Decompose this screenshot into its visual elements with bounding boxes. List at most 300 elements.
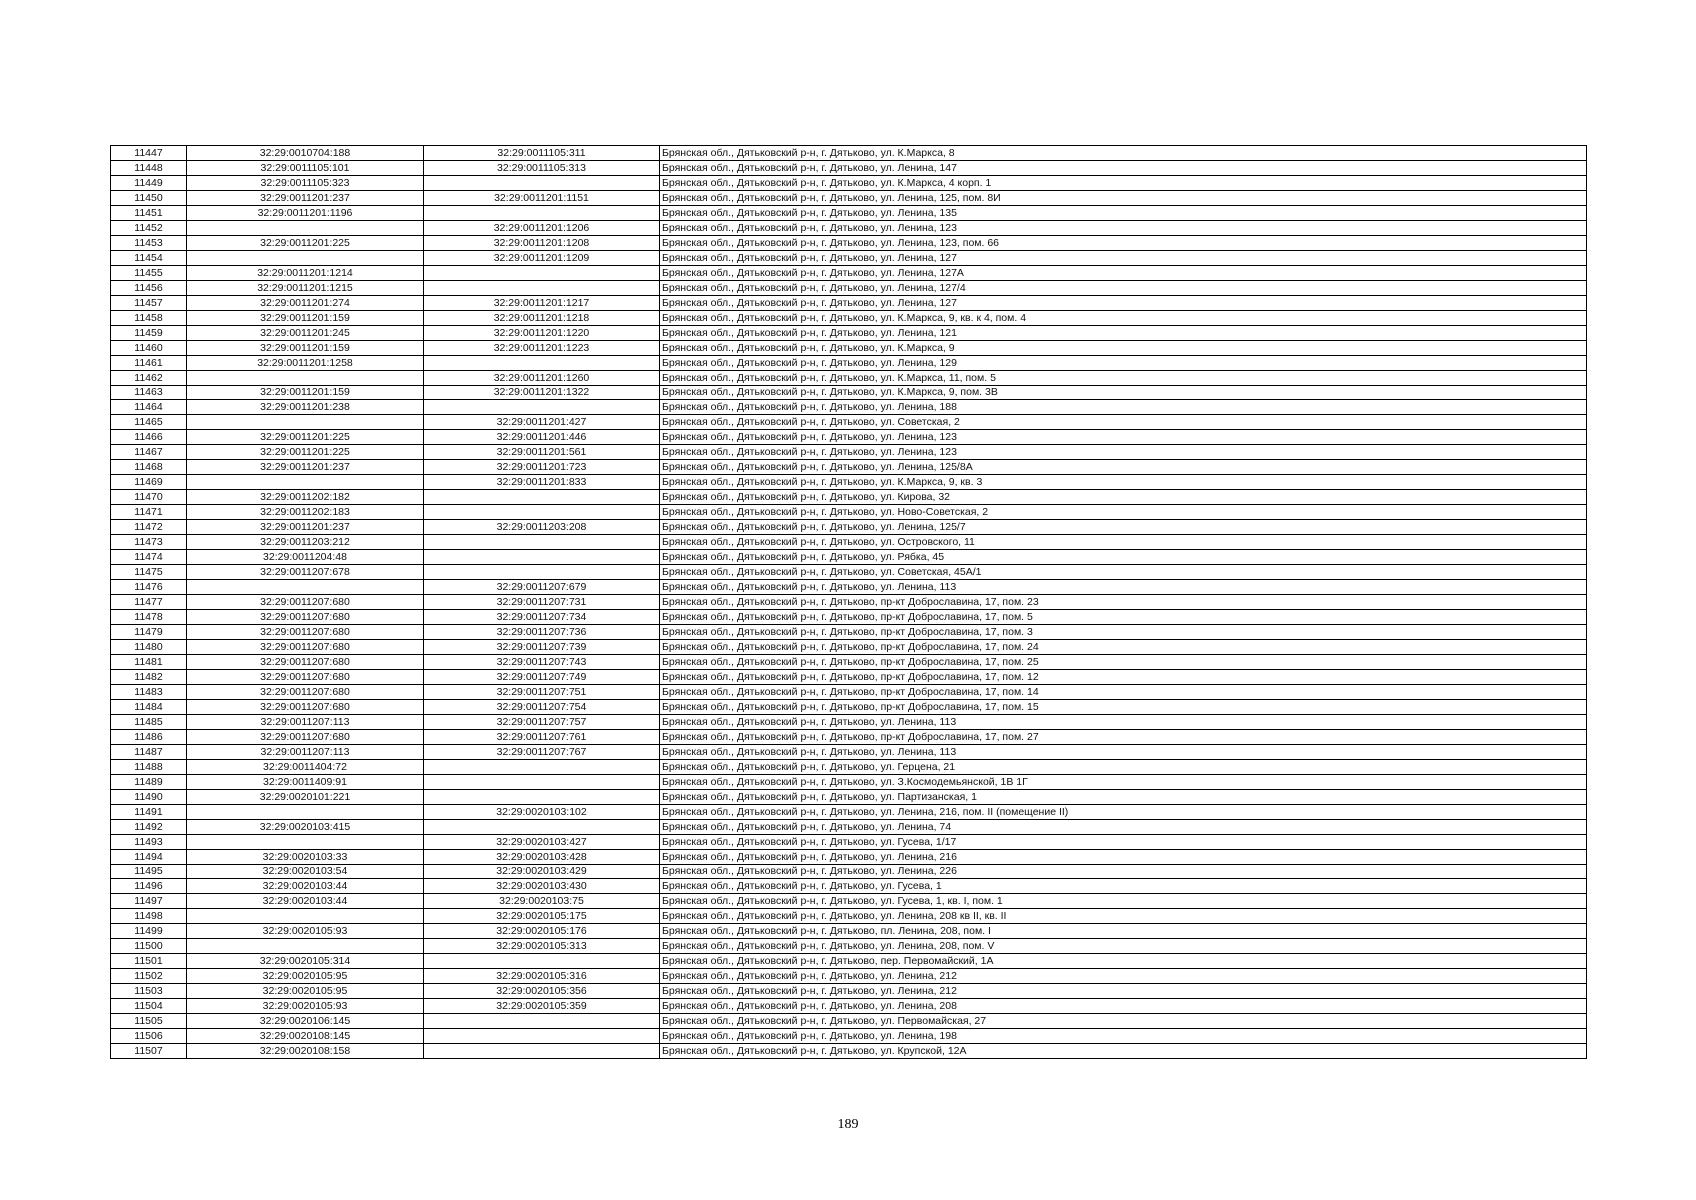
record-number-cell: 11491	[111, 804, 187, 819]
address-cell: Брянская обл., Дятьковский р-н, г. Дятьково, ул. К.Маркса, 9, кв. 3	[660, 475, 1587, 490]
parcel-cadastral-number-cell: 32:29:0020101:221	[187, 789, 424, 804]
parcel-cadastral-number-cell: 32:29:0011207:680	[187, 595, 424, 610]
address-cell: Брянская обл., Дятьковский р-н, г. Дятьково, ул. Ленина, 127	[660, 250, 1587, 265]
table-row	[111, 669, 1587, 684]
record-number-cell: 11499	[111, 924, 187, 939]
parcel-cadastral-number-cell: 32:29:0011201:238	[187, 400, 424, 415]
record-number-cell: 11493	[111, 834, 187, 849]
parcel-cadastral-number-cell: 32:29:0011207:680	[187, 625, 424, 640]
record-number-cell: 11498	[111, 909, 187, 924]
object-cadastral-number-cell: 32:29:0011207:754	[424, 699, 660, 714]
object-cadastral-number-cell: 32:29:0011201:1151	[424, 190, 660, 205]
table-row	[111, 939, 1587, 954]
table-row	[111, 250, 1587, 265]
record-number-cell: 11501	[111, 954, 187, 969]
parcel-cadastral-number-cell: 32:29:0011201:237	[187, 190, 424, 205]
table-row	[111, 370, 1587, 385]
address-cell: Брянская обл., Дятьковский р-н, г. Дятьково, ул. Крупской, 12А	[660, 1044, 1587, 1059]
parcel-cadastral-number-cell: 32:29:0011202:182	[187, 490, 424, 505]
table-row	[111, 430, 1587, 445]
table-row	[111, 610, 1587, 625]
table-row	[111, 744, 1587, 759]
table-row	[111, 190, 1587, 205]
address-cell: Брянская обл., Дятьковский р-н, г. Дятьково, ул. Партизанская, 1	[660, 789, 1587, 804]
record-number-cell: 11505	[111, 1014, 187, 1029]
parcel-cadastral-number-cell: 32:29:0020105:95	[187, 984, 424, 999]
object-cadastral-number-cell: 32:29:0011207:731	[424, 595, 660, 610]
address-cell: Брянская обл., Дятьковский р-н, г. Дятьково, пр-кт Доброславина, 17, пом. 14	[660, 684, 1587, 699]
table-row	[111, 864, 1587, 879]
address-cell: Брянская обл., Дятьковский р-н, г. Дятьково, ул. Кирова, 32	[660, 490, 1587, 505]
parcel-cadastral-number-cell: 32:29:0020105:93	[187, 924, 424, 939]
address-cell: Брянская обл., Дятьковский р-н, г. Дятьково, пр-кт Доброславина, 17, пом. 24	[660, 639, 1587, 654]
address-cell: Брянская обл., Дятьковский р-н, г. Дятьково, ул. К.Маркса, 11, пом. 5	[660, 370, 1587, 385]
object-cadastral-number-cell: 32:29:0011207:757	[424, 714, 660, 729]
object-cadastral-number-cell	[424, 175, 660, 190]
record-number-cell: 11458	[111, 310, 187, 325]
table-row	[111, 205, 1587, 220]
record-number-cell: 11463	[111, 385, 187, 400]
table-row	[111, 625, 1587, 640]
object-cadastral-number-cell	[424, 490, 660, 505]
table-row	[111, 1044, 1587, 1059]
parcel-cadastral-number-cell: 32:29:0011201:225	[187, 235, 424, 250]
address-cell: Брянская обл., Дятьковский р-н, г. Дятьково, пр-кт Доброславина, 17, пом. 23	[660, 595, 1587, 610]
record-number-cell: 11500	[111, 939, 187, 954]
parcel-cadastral-number-cell: 32:29:0011204:48	[187, 550, 424, 565]
table-row	[111, 220, 1587, 235]
table-row	[111, 1014, 1587, 1029]
parcel-cadastral-number-cell: 32:29:0020103:54	[187, 864, 424, 879]
parcel-cadastral-number-cell: 32:29:0011207:680	[187, 729, 424, 744]
parcel-cadastral-number-cell: 32:29:0011201:274	[187, 295, 424, 310]
object-cadastral-number-cell: 32:29:0011201:446	[424, 430, 660, 445]
parcel-cadastral-number-cell: 32:29:0020103:44	[187, 879, 424, 894]
object-cadastral-number-cell: 32:29:0020103:428	[424, 849, 660, 864]
record-number-cell: 11496	[111, 879, 187, 894]
address-cell: Брянская обл., Дятьковский р-н, г. Дятьково, ул. Ленина, 226	[660, 864, 1587, 879]
address-cell: Брянская обл., Дятьковский р-н, г. Дятьково, пер. Первомайский, 1А	[660, 954, 1587, 969]
object-cadastral-number-cell	[424, 759, 660, 774]
table-row	[111, 954, 1587, 969]
address-cell: Брянская обл., Дятьковский р-н, г. Дятьково, ул. Ленина, 74	[660, 819, 1587, 834]
record-number-cell: 11483	[111, 684, 187, 699]
table-row	[111, 146, 1587, 161]
record-number-cell: 11449	[111, 175, 187, 190]
table-row	[111, 475, 1587, 490]
record-number-cell: 11475	[111, 565, 187, 580]
object-cadastral-number-cell	[424, 819, 660, 834]
record-number-cell: 11484	[111, 699, 187, 714]
address-cell: Брянская обл., Дятьковский р-н, г. Дятьково, пл. Ленина, 208, пом. I	[660, 924, 1587, 939]
object-cadastral-number-cell: 32:29:0011201:561	[424, 445, 660, 460]
record-number-cell: 11477	[111, 595, 187, 610]
parcel-cadastral-number-cell: 32:29:0011202:183	[187, 505, 424, 520]
object-cadastral-number-cell: 32:29:0011207:679	[424, 580, 660, 595]
object-cadastral-number-cell	[424, 1044, 660, 1059]
parcel-cadastral-number-cell: 32:29:0011201:159	[187, 385, 424, 400]
table-row	[111, 505, 1587, 520]
address-cell: Брянская обл., Дятьковский р-н, г. Дятьково, ул. Первомайская, 27	[660, 1014, 1587, 1029]
table-row	[111, 580, 1587, 595]
parcel-cadastral-number-cell	[187, 580, 424, 595]
address-cell: Брянская обл., Дятьковский р-н, г. Дятьково, ул. Островского, 11	[660, 535, 1587, 550]
record-number-cell: 11467	[111, 445, 187, 460]
parcel-cadastral-number-cell: 32:29:0011207:680	[187, 684, 424, 699]
record-number-cell: 11452	[111, 220, 187, 235]
object-cadastral-number-cell	[424, 550, 660, 565]
record-number-cell: 11495	[111, 864, 187, 879]
address-cell: Брянская обл., Дятьковский р-н, г. Дятьково, ул. Ленина, 123	[660, 220, 1587, 235]
address-cell: Брянская обл., Дятьковский р-н, г. Дятьково, ул. Ленина, 147	[660, 160, 1587, 175]
record-number-cell: 11494	[111, 849, 187, 864]
record-number-cell: 11466	[111, 430, 187, 445]
record-number-cell: 11461	[111, 355, 187, 370]
parcel-cadastral-number-cell: 32:29:0011207:678	[187, 565, 424, 580]
page-number: 189	[837, 1117, 859, 1132]
record-number-cell: 11468	[111, 460, 187, 475]
parcel-cadastral-number-cell	[187, 250, 424, 265]
object-cadastral-number-cell: 32:29:0011207:767	[424, 744, 660, 759]
address-cell: Брянская обл., Дятьковский р-н, г. Дятьково, ул. Ленина, 125, пом. 8И	[660, 190, 1587, 205]
record-number-cell: 11451	[111, 205, 187, 220]
parcel-cadastral-number-cell: 32:29:0011201:1258	[187, 355, 424, 370]
parcel-cadastral-number-cell	[187, 804, 424, 819]
address-cell: Брянская обл., Дятьковский р-н, г. Дятьково, ул. Ленина, 208	[660, 999, 1587, 1014]
table-row	[111, 490, 1587, 505]
table-row	[111, 280, 1587, 295]
parcel-cadastral-number-cell: 32:29:0011404:72	[187, 759, 424, 774]
record-number-cell: 11480	[111, 639, 187, 654]
address-cell: Брянская обл., Дятьковский р-н, г. Дятьково, ул. Советская, 45А/1	[660, 565, 1587, 580]
record-number-cell: 11497	[111, 894, 187, 909]
address-cell: Брянская обл., Дятьковский р-н, г. Дятьково, ул. Гусева, 1/17	[660, 834, 1587, 849]
parcel-cadastral-number-cell: 32:29:0011201:1196	[187, 205, 424, 220]
parcel-cadastral-number-cell: 32:29:0011207:680	[187, 699, 424, 714]
parcel-cadastral-number-cell	[187, 939, 424, 954]
address-cell: Брянская обл., Дятьковский р-н, г. Дятьково, ул. К.Маркса, 9, пом. 3В	[660, 385, 1587, 400]
object-cadastral-number-cell: 32:29:0020105:175	[424, 909, 660, 924]
address-cell: Брянская обл., Дятьковский р-н, г. Дятьково, ул. Ленина, 121	[660, 325, 1587, 340]
record-number-cell: 11474	[111, 550, 187, 565]
record-number-cell: 11472	[111, 520, 187, 535]
record-number-cell: 11479	[111, 625, 187, 640]
object-cadastral-number-cell	[424, 505, 660, 520]
object-cadastral-number-cell	[424, 265, 660, 280]
object-cadastral-number-cell	[424, 565, 660, 580]
parcel-cadastral-number-cell: 32:29:0020105:95	[187, 969, 424, 984]
object-cadastral-number-cell: 32:29:0020105:359	[424, 999, 660, 1014]
address-cell: Брянская обл., Дятьковский р-н, г. Дятьково, ул. К.Маркса, 8	[660, 146, 1587, 161]
table-row	[111, 535, 1587, 550]
object-cadastral-number-cell: 32:29:0011105:311	[424, 146, 660, 161]
parcel-cadastral-number-cell: 32:29:0010704:188	[187, 146, 424, 161]
record-number-cell: 11473	[111, 535, 187, 550]
record-number-cell: 11462	[111, 370, 187, 385]
record-number-cell: 11448	[111, 160, 187, 175]
object-cadastral-number-cell: 32:29:0020103:427	[424, 834, 660, 849]
address-cell: Брянская обл., Дятьковский р-н, г. Дятьково, ул. Гусева, 1, кв. I, пом. 1	[660, 894, 1587, 909]
object-cadastral-number-cell	[424, 205, 660, 220]
parcel-cadastral-number-cell: 32:29:0011105:323	[187, 175, 424, 190]
object-cadastral-number-cell: 32:29:0020103:429	[424, 864, 660, 879]
parcel-cadastral-number-cell: 32:29:0011201:237	[187, 520, 424, 535]
address-cell: Брянская обл., Дятьковский р-н, г. Дятьково, ул. Ленина, 113	[660, 714, 1587, 729]
table-row	[111, 460, 1587, 475]
object-cadastral-number-cell: 32:29:0020105:316	[424, 969, 660, 984]
object-cadastral-number-cell: 32:29:0011201:1260	[424, 370, 660, 385]
table-row	[111, 909, 1587, 924]
table-row	[111, 819, 1587, 834]
object-cadastral-number-cell: 32:29:0011201:1209	[424, 250, 660, 265]
address-cell: Брянская обл., Дятьковский р-н, г. Дятьково, ул. Ленина, 127А	[660, 265, 1587, 280]
table-row	[111, 1029, 1587, 1044]
record-number-cell: 11492	[111, 819, 187, 834]
table-row	[111, 714, 1587, 729]
record-number-cell: 11457	[111, 295, 187, 310]
object-cadastral-number-cell	[424, 535, 660, 550]
table-row	[111, 340, 1587, 355]
table-row	[111, 654, 1587, 669]
table-row	[111, 160, 1587, 175]
address-cell: Брянская обл., Дятьковский р-н, г. Дятьково, ул. Ленина, 123	[660, 430, 1587, 445]
address-cell: Брянская обл., Дятьковский р-н, г. Дятьково, ул. Ленина, 123	[660, 445, 1587, 460]
record-number-cell: 11447	[111, 146, 187, 161]
table-row	[111, 999, 1587, 1014]
address-cell: Брянская обл., Дятьковский р-н, г. Дятьково, ул. Ленина, 208, пом. V	[660, 939, 1587, 954]
parcel-cadastral-number-cell	[187, 475, 424, 490]
record-number-cell: 11489	[111, 774, 187, 789]
address-cell: Брянская обл., Дятьковский р-н, г. Дятьково, ул. Советская, 2	[660, 415, 1587, 430]
parcel-cadastral-number-cell: 32:29:0011201:159	[187, 310, 424, 325]
record-number-cell: 11503	[111, 984, 187, 999]
parcel-cadastral-number-cell: 32:29:0011201:1214	[187, 265, 424, 280]
parcel-cadastral-number-cell: 32:29:0020103:44	[187, 894, 424, 909]
object-cadastral-number-cell	[424, 355, 660, 370]
table-row	[111, 879, 1587, 894]
parcel-cadastral-number-cell: 32:29:0020103:33	[187, 849, 424, 864]
object-cadastral-number-cell: 32:29:0020103:430	[424, 879, 660, 894]
object-cadastral-number-cell: 32:29:0011201:1322	[424, 385, 660, 400]
record-number-cell: 11454	[111, 250, 187, 265]
object-cadastral-number-cell: 32:29:0011201:1223	[424, 340, 660, 355]
object-cadastral-number-cell	[424, 280, 660, 295]
record-number-cell: 11455	[111, 265, 187, 280]
address-cell: Брянская обл., Дятьковский р-н, г. Дятьково, ул. Ленина, 127	[660, 295, 1587, 310]
parcel-cadastral-number-cell: 32:29:0020108:145	[187, 1029, 424, 1044]
object-cadastral-number-cell: 32:29:0011207:743	[424, 654, 660, 669]
record-number-cell: 11506	[111, 1029, 187, 1044]
object-cadastral-number-cell: 32:29:0020103:75	[424, 894, 660, 909]
record-number-cell: 11464	[111, 400, 187, 415]
record-number-cell: 11471	[111, 505, 187, 520]
table-row	[111, 565, 1587, 580]
address-cell: Брянская обл., Дятьковский р-н, г. Дятьково, ул. Ленина, 208 кв II, кв. II	[660, 909, 1587, 924]
address-cell: Брянская обл., Дятьковский р-н, г. Дятьково, ул. Ленина, 198	[660, 1029, 1587, 1044]
address-cell: Брянская обл., Дятьковский р-н, г. Дятьково, ул. Ленина, 216, пом. II (помещение II)	[660, 804, 1587, 819]
record-number-cell: 11504	[111, 999, 187, 1014]
address-cell: Брянская обл., Дятьковский р-н, г. Дятьково, ул. Ленина, 212	[660, 969, 1587, 984]
table-row	[111, 310, 1587, 325]
address-cell: Брянская обл., Дятьковский р-н, г. Дятьково, ул. Ленина, 212	[660, 984, 1587, 999]
record-number-cell: 11482	[111, 669, 187, 684]
object-cadastral-number-cell: 32:29:0011207:749	[424, 669, 660, 684]
parcel-cadastral-number-cell: 32:29:0011409:91	[187, 774, 424, 789]
table-row	[111, 894, 1587, 909]
parcel-cadastral-number-cell: 32:29:0011201:245	[187, 325, 424, 340]
table-row	[111, 789, 1587, 804]
parcel-cadastral-number-cell: 32:29:0011201:237	[187, 460, 424, 475]
parcel-cadastral-number-cell: 32:29:0011207:680	[187, 639, 424, 654]
object-cadastral-number-cell: 32:29:0020105:356	[424, 984, 660, 999]
table-row	[111, 639, 1587, 654]
table-row	[111, 729, 1587, 744]
parcel-cadastral-number-cell: 32:29:0011201:225	[187, 430, 424, 445]
object-cadastral-number-cell: 32:29:0011201:833	[424, 475, 660, 490]
object-cadastral-number-cell: 32:29:0011207:736	[424, 625, 660, 640]
address-cell: Брянская обл., Дятьковский р-н, г. Дятьково, ул. Гусева, 1	[660, 879, 1587, 894]
table-row	[111, 445, 1587, 460]
record-number-cell: 11487	[111, 744, 187, 759]
parcel-cadastral-number-cell	[187, 834, 424, 849]
table-row	[111, 355, 1587, 370]
object-cadastral-number-cell: 32:29:0011201:1206	[424, 220, 660, 235]
parcel-cadastral-number-cell: 32:29:0011207:113	[187, 744, 424, 759]
address-cell: Брянская обл., Дятьковский р-н, г. Дятьково, ул. Ленина, 125/7	[660, 520, 1587, 535]
object-cadastral-number-cell	[424, 954, 660, 969]
object-cadastral-number-cell: 32:29:0020103:102	[424, 804, 660, 819]
table-row	[111, 325, 1587, 340]
object-cadastral-number-cell: 32:29:0011201:1218	[424, 310, 660, 325]
object-cadastral-number-cell: 32:29:0011201:723	[424, 460, 660, 475]
parcel-cadastral-number-cell: 32:29:0011203:212	[187, 535, 424, 550]
address-cell: Брянская обл., Дятьковский р-н, г. Дятьково, ул. Ленина, 129	[660, 355, 1587, 370]
address-cell: Брянская обл., Дятьковский р-н, г. Дятьково, ул. Герцена, 21	[660, 759, 1587, 774]
address-cell: Брянская обл., Дятьковский р-н, г. Дятьково, ул. Ленина, 188	[660, 400, 1587, 415]
parcel-cadastral-number-cell	[187, 370, 424, 385]
parcel-cadastral-number-cell: 32:29:0011201:159	[187, 340, 424, 355]
parcel-cadastral-number-cell	[187, 415, 424, 430]
record-number-cell: 11485	[111, 714, 187, 729]
record-number-cell: 11507	[111, 1044, 187, 1059]
table-row	[111, 834, 1587, 849]
address-cell: Брянская обл., Дятьковский р-н, г. Дятьково, ул. Ленина, 127/4	[660, 280, 1587, 295]
address-cell: Брянская обл., Дятьковский р-н, г. Дятьково, ул. К.Маркса, 9, кв. к 4, пом. 4	[660, 310, 1587, 325]
record-number-cell: 11502	[111, 969, 187, 984]
table-row	[111, 415, 1587, 430]
address-cell: Брянская обл., Дятьковский р-н, г. Дятьково, пр-кт Доброславина, 17, пом. 27	[660, 729, 1587, 744]
address-cell: Брянская обл., Дятьковский р-н, г. Дятьково, пр-кт Доброславина, 17, пом. 3	[660, 625, 1587, 640]
object-cadastral-number-cell: 32:29:0020105:313	[424, 939, 660, 954]
record-number-cell: 11476	[111, 580, 187, 595]
object-cadastral-number-cell: 32:29:0011201:1208	[424, 235, 660, 250]
record-number-cell: 11460	[111, 340, 187, 355]
registry-table-body	[111, 146, 1587, 1059]
object-cadastral-number-cell	[424, 1014, 660, 1029]
address-cell: Брянская обл., Дятьковский р-н, г. Дятьково, ул. Ленина, 125/8А	[660, 460, 1587, 475]
record-number-cell: 11470	[111, 490, 187, 505]
address-cell: Брянская обл., Дятьковский р-н, г. Дятьково, ул. К.Маркса, 9	[660, 340, 1587, 355]
parcel-cadastral-number-cell	[187, 909, 424, 924]
record-number-cell: 11456	[111, 280, 187, 295]
table-row	[111, 295, 1587, 310]
table-row	[111, 235, 1587, 250]
record-number-cell: 11478	[111, 610, 187, 625]
parcel-cadastral-number-cell: 32:29:0020105:314	[187, 954, 424, 969]
parcel-cadastral-number-cell: 32:29:0011105:101	[187, 160, 424, 175]
object-cadastral-number-cell: 32:29:0011207:761	[424, 729, 660, 744]
object-cadastral-number-cell: 32:29:0011207:734	[424, 610, 660, 625]
record-number-cell: 11453	[111, 235, 187, 250]
table-row	[111, 759, 1587, 774]
object-cadastral-number-cell	[424, 774, 660, 789]
address-cell: Брянская обл., Дятьковский р-н, г. Дятьково, пр-кт Доброславина, 17, пом. 15	[660, 699, 1587, 714]
object-cadastral-number-cell: 32:29:0011203:208	[424, 520, 660, 535]
record-number-cell: 11450	[111, 190, 187, 205]
table-row	[111, 400, 1587, 415]
object-cadastral-number-cell	[424, 400, 660, 415]
table-row	[111, 684, 1587, 699]
parcel-cadastral-number-cell: 32:29:0011207:680	[187, 669, 424, 684]
object-cadastral-number-cell	[424, 789, 660, 804]
parcel-cadastral-number-cell: 32:29:0011201:1215	[187, 280, 424, 295]
table-row	[111, 774, 1587, 789]
table-row	[111, 969, 1587, 984]
object-cadastral-number-cell: 32:29:0011105:313	[424, 160, 660, 175]
parcel-cadastral-number-cell	[187, 220, 424, 235]
parcel-cadastral-number-cell: 32:29:0011207:113	[187, 714, 424, 729]
record-number-cell: 11488	[111, 759, 187, 774]
table-row	[111, 550, 1587, 565]
table-row	[111, 849, 1587, 864]
object-cadastral-number-cell: 32:29:0011201:427	[424, 415, 660, 430]
registry-table	[110, 145, 1587, 1059]
address-cell: Брянская обл., Дятьковский р-н, г. Дятьково, ул. Рябка, 45	[660, 550, 1587, 565]
address-cell: Брянская обл., Дятьковский р-н, г. Дятьково, ул. Ленина, 113	[660, 744, 1587, 759]
record-number-cell: 11486	[111, 729, 187, 744]
address-cell: Брянская обл., Дятьковский р-н, г. Дятьково, пр-кт Доброславина, 17, пом. 25	[660, 654, 1587, 669]
record-number-cell: 11469	[111, 475, 187, 490]
parcel-cadastral-number-cell: 32:29:0011201:225	[187, 445, 424, 460]
table-row	[111, 699, 1587, 714]
address-cell: Брянская обл., Дятьковский р-н, г. Дятьково, ул. Ленина, 113	[660, 580, 1587, 595]
address-cell: Брянская обл., Дятьковский р-н, г. Дятьково, ул. К.Маркса, 4 корп. 1	[660, 175, 1587, 190]
parcel-cadastral-number-cell: 32:29:0011207:680	[187, 610, 424, 625]
object-cadastral-number-cell: 32:29:0011207:739	[424, 639, 660, 654]
table-row	[111, 984, 1587, 999]
record-number-cell: 11459	[111, 325, 187, 340]
object-cadastral-number-cell: 32:29:0011201:1220	[424, 325, 660, 340]
table-row	[111, 804, 1587, 819]
table-row	[111, 520, 1587, 535]
table-row	[111, 385, 1587, 400]
record-number-cell: 11465	[111, 415, 187, 430]
address-cell: Брянская обл., Дятьковский р-н, г. Дятьково, ул. Ленина, 216	[660, 849, 1587, 864]
address-cell: Брянская обл., Дятьковский р-н, г. Дятьково, ул. Ленина, 123, пом. 66	[660, 235, 1587, 250]
object-cadastral-number-cell: 32:29:0011201:1217	[424, 295, 660, 310]
address-cell: Брянская обл., Дятьковский р-н, г. Дятьково, ул. Ново-Советская, 2	[660, 505, 1587, 520]
table-row	[111, 175, 1587, 190]
record-number-cell: 11490	[111, 789, 187, 804]
table-row	[111, 265, 1587, 280]
address-cell: Брянская обл., Дятьковский р-н, г. Дятьково, пр-кт Доброславина, 17, пом. 12	[660, 669, 1587, 684]
parcel-cadastral-number-cell: 32:29:0020106:145	[187, 1014, 424, 1029]
table-row	[111, 595, 1587, 610]
address-cell: Брянская обл., Дятьковский р-н, г. Дятьково, ул. Ленина, 135	[660, 205, 1587, 220]
parcel-cadastral-number-cell: 32:29:0020108:158	[187, 1044, 424, 1059]
parcel-cadastral-number-cell: 32:29:0011207:680	[187, 654, 424, 669]
object-cadastral-number-cell	[424, 1029, 660, 1044]
